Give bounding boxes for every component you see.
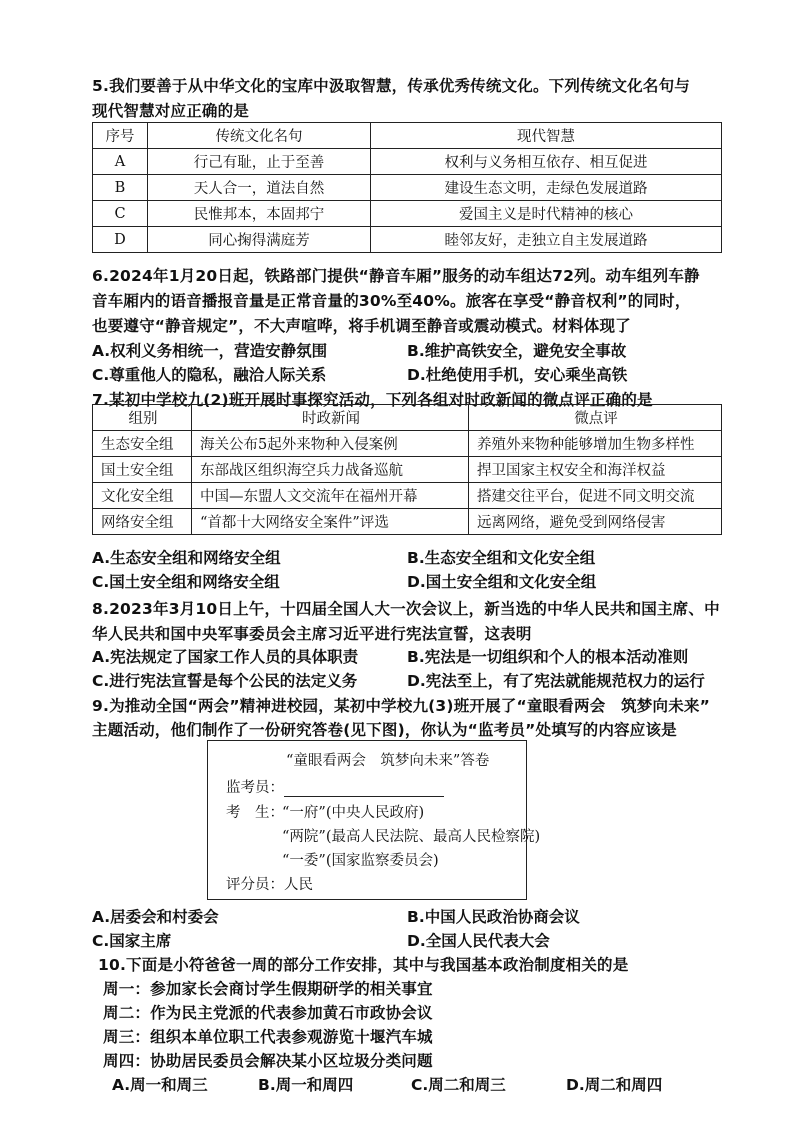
table-cell: 天人合一，道法自然 xyxy=(148,175,371,201)
q10-item: 周一：参加家长会商讨学生假期研学的相关事宜 xyxy=(103,980,433,998)
grader-row: 评分员：人民 xyxy=(226,877,313,893)
q7-stem: 7.某初中学校九(2)班开展时事探究活动，下列各组对时政新闻的微点评正确的是 xyxy=(92,391,653,409)
q10-item: 周二：作为民主党派的代表参加黄石市政协会议 xyxy=(103,1004,433,1022)
table-row xyxy=(93,201,722,227)
table-header: 现代智慧 xyxy=(371,123,722,149)
table-row xyxy=(93,175,722,201)
q7-option-a[interactable]: A.生态安全组和网络安全组 xyxy=(92,549,281,567)
table-cell: “首都十大网络安全案件”评选 xyxy=(192,509,469,535)
table-cell: 中国—东盟人文交流年在福州开幕 xyxy=(192,483,469,509)
table-cell: D xyxy=(93,227,148,253)
q8-stem-line-2: 华人民共和国中央军事委员会主席习近平进行宪法宣誓，这表明 xyxy=(92,625,532,643)
table-row xyxy=(93,483,722,509)
q7-option-b[interactable]: B.生态安全组和文化安全组 xyxy=(407,549,596,567)
answer-sheet-title: “童眼看两会 筑梦向未来”答卷 xyxy=(286,753,490,769)
proctor-blank[interactable] xyxy=(284,782,444,797)
q6-option-b[interactable]: B.维护高铁安全，避免安全事故 xyxy=(407,342,627,360)
q8-option-b[interactable]: B.宪法是一切组织和个人的根本活动准则 xyxy=(407,648,689,666)
table-cell: 文化安全组 xyxy=(93,483,192,509)
table-header: 组别 xyxy=(93,405,192,431)
table-cell: 养殖外来物种能够增加生物多样性 xyxy=(469,431,722,457)
table-row xyxy=(93,149,722,175)
table-cell: 东部战区组织海空兵力战备巡航 xyxy=(192,457,469,483)
table-cell: 同心掬得满庭芳 xyxy=(148,227,371,253)
q6-option-a[interactable]: A.权利义务相统一，营造安静氛围 xyxy=(92,342,328,360)
table-cell: 捍卫国家主权安全和海洋权益 xyxy=(469,457,722,483)
q10-option-b[interactable]: B.周一和周四 xyxy=(258,1076,354,1094)
q6-stem-line-3: 也要遵守“静音规定”，不大声喧哗，将手机调至静音或震动模式。材料体现了 xyxy=(92,317,631,335)
table-cell: 国土安全组 xyxy=(93,457,192,483)
q9-option-b[interactable]: B.中国人民政治协商会议 xyxy=(407,908,580,926)
q5-stem-line-1: 5.我们要善于从中华文化的宝库中汲取智慧，传承优秀传统文化。下列传统文化名句与 xyxy=(92,77,690,95)
examinee-line-3: “一委”(国家监察委员会) xyxy=(282,853,439,869)
table-row xyxy=(93,227,722,253)
table-cell: 海关公布5起外来物种入侵案例 xyxy=(192,431,469,457)
table-cell: 民惟邦本，本固邦宁 xyxy=(148,201,371,227)
table-cell: 权利与义务相互依存、相互促进 xyxy=(371,149,722,175)
table-header: 传统文化名句 xyxy=(148,123,371,149)
q9-stem-line-2: 主题活动，他们制作了一份研究答卷(见下图)，你认为“监考员”处填写的内容应该是 xyxy=(92,721,677,739)
table-header: 时政新闻 xyxy=(192,405,469,431)
table-cell: 网络安全组 xyxy=(93,509,192,535)
q6-option-c[interactable]: C.尊重他人的隐私，融洽人际关系 xyxy=(92,366,327,384)
examinee-label: 考 生： xyxy=(226,805,284,821)
q10-option-a[interactable]: A.周一和周三 xyxy=(112,1076,208,1094)
table-header-row xyxy=(93,405,722,431)
table-row xyxy=(93,431,722,457)
q7-option-d[interactable]: D.国土安全组和文化安全组 xyxy=(407,573,597,591)
table-header: 序号 xyxy=(93,123,148,149)
table-header: 微点评 xyxy=(469,405,722,431)
q6-stem-line-2: 音车厢内的语音播报音量是正常音量的30%至40%。旅客在享受“静音权利”的同时， xyxy=(92,292,691,310)
table-header-row xyxy=(93,123,722,149)
table-cell: C xyxy=(93,201,148,227)
q9-stem-line-1: 9.为推动全国“两会”精神进校园，某初中学校九(3)班开展了“童眼看两会 筑梦向未来” xyxy=(92,697,710,715)
q10-option-c[interactable]: C.周二和周三 xyxy=(411,1076,506,1094)
q7-table xyxy=(92,404,722,535)
examinee-line-1: “一府”(中央人民政府) xyxy=(282,805,425,821)
q10-item: 周四：协助居民委员会解决某小区垃圾分类问题 xyxy=(103,1052,433,1070)
table-cell: 生态安全组 xyxy=(93,431,192,457)
q9-option-a[interactable]: A.居委会和村委会 xyxy=(92,908,219,926)
q9-answer-sheet xyxy=(207,740,541,900)
q10-item: 周三：组织本单位职工代表参观游览十堰汽车城 xyxy=(103,1028,433,1046)
table-cell: B xyxy=(93,175,148,201)
q6-stem-line-1: 6.2024年1月20日起，铁路部门提供“静音车厢”服务的动车组达72列。动车组列车静 xyxy=(92,267,700,285)
q5-table xyxy=(92,122,722,253)
table-row xyxy=(93,457,722,483)
table-row xyxy=(93,509,722,535)
table-cell: 远离网络，避免受到网络侵害 xyxy=(469,509,722,535)
q10-stem: 10.下面是小符爸爸一周的部分工作安排，其中与我国基本政治制度相关的是 xyxy=(98,956,629,974)
q8-option-a[interactable]: A.宪法规定了国家工作人员的具体职责 xyxy=(92,648,359,666)
table-cell: 睦邻友好，走独立自主发展道路 xyxy=(371,227,722,253)
table-cell: 爱国主义是时代精神的核心 xyxy=(371,201,722,227)
q9-option-c[interactable]: C.国家主席 xyxy=(92,932,172,950)
q8-stem-line-1: 8.2023年3月10日上午，十四届全国人大一次会议上，新当选的中华人民共和国主席、中 xyxy=(92,600,720,618)
table-cell: 行己有耻，止于至善 xyxy=(148,149,371,175)
q9-option-d[interactable]: D.全国人民代表大会 xyxy=(407,932,550,950)
proctor-row xyxy=(226,776,444,797)
table-cell: 搭建交往平台，促进不同文明交流 xyxy=(469,483,722,509)
q8-option-d[interactable]: D.宪法至上，有了宪法就能规范权力的运行 xyxy=(407,672,705,690)
q8-option-c[interactable]: C.进行宪法宣誓是每个公民的法定义务 xyxy=(92,672,358,690)
q10-option-d[interactable]: D.周二和周四 xyxy=(566,1076,663,1094)
examinee-line-2: “两院”(最高人民法院、最高人民检察院) xyxy=(282,829,541,845)
table-cell: A xyxy=(93,149,148,175)
q7-option-c[interactable]: C.国土安全组和网络安全组 xyxy=(92,573,280,591)
table-cell: 建设生态文明，走绿色发展道路 xyxy=(371,175,722,201)
proctor-label: 监考员： xyxy=(226,780,284,796)
q5-stem-line-2: 现代智慧对应正确的是 xyxy=(92,102,250,120)
q6-option-d[interactable]: D.杜绝使用手机，安心乘坐高铁 xyxy=(407,366,628,384)
